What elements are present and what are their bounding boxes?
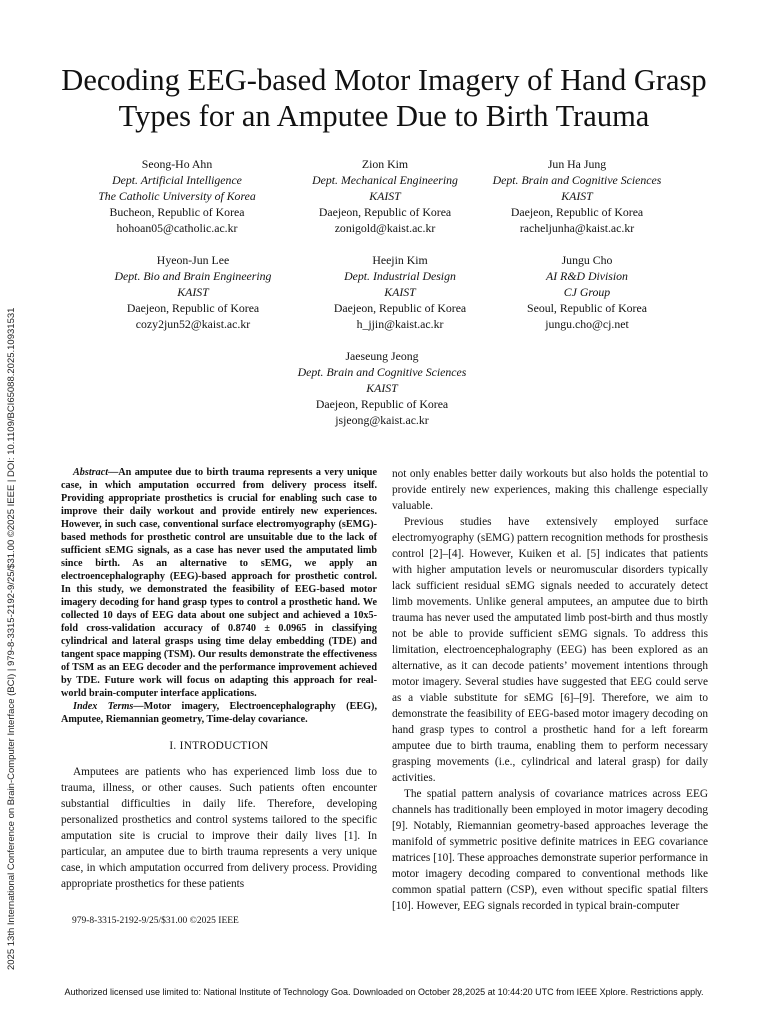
author-location: Daejeon, Republic of Korea	[315, 397, 449, 411]
author-institution: KAIST	[177, 285, 209, 299]
author-email: hohoan05@catholic.ac.kr	[116, 221, 238, 235]
doi-sidebar: 2025 13th International Conference on Brain-Computer Interface (BCI) | 979-8-3315-2192-9/25/$31.00 ©2025 IEEE | DOI: 10.1109/BCI65088.2025.10931531	[6, 307, 17, 970]
author-name: Hyeon-Jun Lee	[156, 253, 230, 267]
author-location: Bucheon, Republic of Korea	[109, 205, 245, 219]
right-column	[392, 466, 708, 914]
author-email: zonigold@kaist.ac.kr	[334, 221, 436, 235]
author-institution: KAIST	[369, 189, 401, 203]
author-block	[78, 252, 308, 332]
author-name: Jungu Cho	[561, 253, 613, 267]
author-dept: Dept. Brain and Cognitive Sciences	[297, 365, 467, 379]
body-paragraph: not only enables better daily workouts but also holds the potential to provide entirely new experiences, making this challenge especially valuable.	[392, 468, 708, 512]
abstract	[61, 466, 377, 700]
author-block	[267, 348, 497, 428]
author-dept: Dept. Artificial Intelligence	[112, 173, 242, 187]
author-dept: Dept. Brain and Cognitive Sciences	[492, 173, 662, 187]
author-dept: Dept. Mechanical Engineering	[312, 173, 458, 187]
author-dept: Dept. Bio and Brain Engineering	[114, 269, 272, 283]
copyright-notice: 979-8-3315-2192-9/25/$31.00 ©2025 IEEE	[72, 916, 239, 926]
author-institution: KAIST	[384, 285, 416, 299]
author-email: cozy2jun52@kaist.ac.kr	[135, 317, 251, 331]
author-dept: AI R&D Division	[546, 269, 628, 283]
author-location: Daejeon, Republic of Korea	[333, 301, 467, 315]
left-column	[61, 466, 377, 892]
abstract-label: Abstract	[73, 467, 109, 478]
author-location: Seoul, Republic of Korea	[527, 301, 647, 315]
author-name: Seong-Ho Ahn	[141, 157, 213, 171]
author-location: Daejeon, Republic of Korea	[318, 205, 452, 219]
author-email: jsjeong@kaist.ac.kr	[335, 413, 429, 427]
index-terms	[61, 700, 377, 726]
abstract-text: —An amputee due to birth trauma represents a very unique case, in which amputation occurred from delivery process itself. Providing appropriate prosthetics is crucial for enabling such case to improve their daily workout and provide entirely new experiences. However, in such case, conventional surface electromyography (sEMG)-based methods for prosthetic control are unsuitable due to the lack of sufficient sEMG signals, as a case has never used the amputated limb since birth. As an alternative to sEMG, we apply an electroencephalography (EEG)-based approach for prosthetic control. In this study, we demonstrated the feasibility of EEG-based motor imagery decoding for hand grasp types to control a prosthetic hand. We collected 10 days of EEG data about one subject and achieved a 10x5-fold cross-validation accuracy of 0.8740 ± 0.0965 in classifying cylindrical and lateral grasps using time delay embedding (TDE) and tangent space mapping (TSM). Our results demonstrate the effectiveness of TSM as an EEG decoder and the performance improvement achieved by TDE. Future work will focus on adapting this approach for real-world brain-computer interface applications.	[61, 467, 377, 699]
author-name: Heejin Kim	[372, 253, 428, 267]
index-terms-label: Index Terms	[73, 701, 134, 712]
author-name: Jun Ha Jung	[547, 157, 607, 171]
body-paragraph: Previous studies have extensively employed surface electromyography (sEMG) pattern recognition methods for prosthesis control [2]–[4]. However, Kuiken et al. [5] indicates that patients with higher amputation levels or neuromuscular disorders typically lack sufficient residual sEMG signals needed to accurately detect limb movements. Unlike general amputees, an amputee due to birth trauma has never used the amputated limb post-birth and thus mostly not be able to provide sufficient sEMG signals. To address this limitation, electroencephalography (EEG) has been explored as an alternative, as it can decode patients’ movement intentions through motor imagery. Several studies have suggested that EEG could serve as a viable substitute for sEMG [6]–[9]. Therefore, we aim to demonstrate the feasibility of EEG-based motor imagery decoding on hand grasp types to control a prosthetic hand for a left forearm amputee due to birth trauma, enabling them to perform necessary grasping movements (i.e., cylindrical and lateral grasp) for daily activities.	[392, 516, 708, 784]
author-institution: KAIST	[561, 189, 593, 203]
author-dept: Dept. Industrial Design	[344, 269, 456, 283]
author-location: Daejeon, Republic of Korea	[126, 301, 260, 315]
license-footer: Authorized licensed use limited to: National Institute of Technology Goa. Downloaded on October 28,2025 at 10:44:20 UTC from IEEE Xplore. Restrictions apply.	[64, 987, 704, 997]
paper-title: Decoding EEG-based Motor Imagery of Hand Grasp Types for an Amputee Due to Birth Trauma	[61, 63, 707, 133]
author-email: jungu.cho@cj.net	[545, 317, 629, 331]
author-institution: The Catholic University of Korea	[98, 189, 256, 203]
author-name: Jaeseung Jeong	[345, 349, 419, 363]
author-block	[462, 156, 692, 236]
author-name: Zion Kim	[361, 157, 409, 171]
index-terms-text: —Motor imagery, Electroencephalography (EEG), Amputee, Riemannian geometry, Time-delay covariance.	[61, 701, 377, 725]
body-paragraph: Amputees are patients who has experienced limb loss due to trauma, illness, or other causes. Such patients often encounter substantial difficulties in daily life. Therefore, developing personalized prosthetics and control systems tailored to the specific amputation site is crucial to improve their daily lives [1]. In particular, an amputee due to birth trauma represents a very unique case, in which amputation occurred from delivery process. Providing appropriate prosthetics for these patients	[61, 766, 377, 890]
author-email: racheljunha@kaist.ac.kr	[519, 221, 635, 235]
author-institution: CJ Group	[563, 285, 611, 299]
section-heading: I. INTRODUCTION	[169, 740, 269, 752]
author-location: Daejeon, Republic of Korea	[510, 205, 644, 219]
author-email: h_jjin@kaist.ac.kr	[356, 317, 444, 331]
author-institution: KAIST	[366, 381, 398, 395]
author-block	[62, 156, 292, 236]
author-block	[472, 252, 702, 332]
body-paragraph: The spatial pattern analysis of covariance matrices across EEG channels has traditionally been employed in motor imagery decoding [9]. Notably, Riemannian geometry-based approaches leverage the manifold of symmetric positive definite matrices in EEG covariance matrices [10]. These approaches demonstrate superior performance in motor imagery decoding compared to conventional methods like common spatial pattern (CSP), even without specific spatial filters [10]. However, EEG signals recorded in typical brain-computer	[392, 788, 708, 912]
